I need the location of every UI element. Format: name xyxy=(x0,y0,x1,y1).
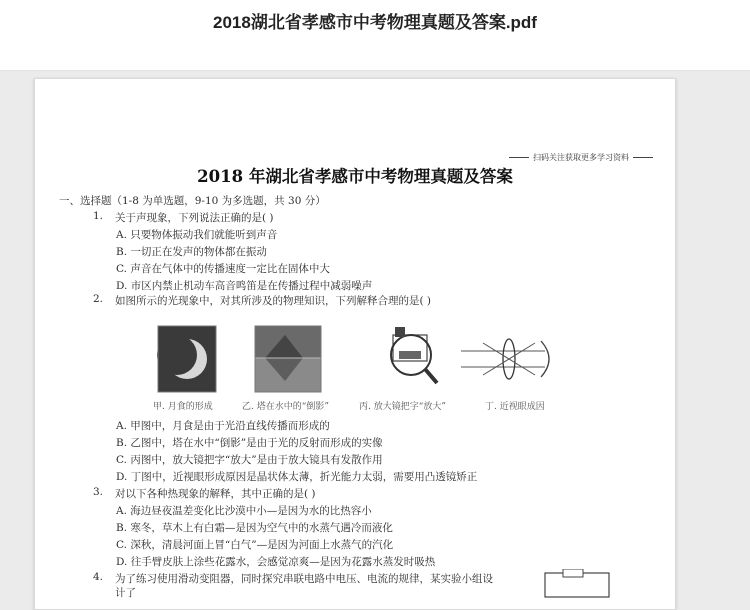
question-number: 2. xyxy=(93,293,104,305)
question-text: 为了练习使用滑动变阻器，同时探究串联电路中电压、电流的规律，某实验小组设 xyxy=(115,573,493,585)
question-number: 1. xyxy=(93,210,104,222)
eye-diagram xyxy=(461,339,549,379)
option-b: B. 一切正在发声的物体都在振动 xyxy=(116,246,267,258)
option-d: D. 丁图中，近视眼形成原因是晶状体太薄，折光能力太弱，需要用凸透镜矫正 xyxy=(116,471,478,483)
divider xyxy=(633,157,653,158)
figure-caption: 甲. 月食的形成 xyxy=(153,402,213,412)
circuit-diagram xyxy=(539,569,619,599)
page-heading: 2018 年湖北省孝感市中考物理真题及答案 xyxy=(197,167,513,186)
promo-banner xyxy=(505,152,657,163)
option-c: C. 丙图中，放大镜把字“放大”是由于放大镜具有发散作用 xyxy=(116,454,383,466)
reflection-image xyxy=(255,326,321,392)
question-text: 关于声现象，下列说法正确的是( ) xyxy=(115,212,274,224)
document-title: 2018湖北省孝感市中考物理真题及答案.pdf xyxy=(213,13,537,32)
eclipse-image xyxy=(157,326,216,392)
question-text-continued: 计了 xyxy=(115,587,136,599)
option-d: D. 市区内禁止机动车高音鸣笛是在传播过程中减弱噪声 xyxy=(116,280,373,292)
option-b: B. 寒冬，草木上有白霜—是因为空气中的水蒸气遇冷而液化 xyxy=(116,522,393,534)
question-number: 3. xyxy=(93,486,104,498)
option-a: A. 只要物体振动我们就能听到声音 xyxy=(116,229,278,241)
promo-text: 扫码关注获取更多学习资料 xyxy=(533,153,629,162)
question-text: 对以下各种热现象的解释，其中正确的是( ) xyxy=(115,488,316,500)
optics-figure xyxy=(153,321,573,399)
figure-caption: 丙. 放大镜把字“放大” xyxy=(359,402,446,412)
option-a: A. 甲图中，月食是由于光沿直线传播而形成的 xyxy=(116,420,330,432)
option-c: C. 声音在气体中的传播速度一定比在固体中大 xyxy=(116,263,330,275)
option-b: B. 乙图中，塔在水中“倒影”是由于光的反射而形成的实像 xyxy=(116,437,383,449)
pdf-page[interactable] xyxy=(34,78,676,610)
option-a: A. 海边昼夜温差变化比沙漠中小—是因为水的比热容小 xyxy=(116,505,372,517)
magnifier-image xyxy=(391,327,437,383)
question-text: 如图所示的光现象中，对其所涉及的物理知识，下列解释合理的是( ) xyxy=(115,295,432,307)
section-title: 一、选择题（1-8 为单选题，9-10 为多选题，共 30 分） xyxy=(59,195,326,207)
option-c: C. 深秋，清晨河面上冒“白气”—是因为河面上水蒸气的汽化 xyxy=(116,539,394,551)
divider xyxy=(509,157,529,158)
viewer-toolbar xyxy=(0,0,750,71)
figure-caption: 丁. 近视眼成因 xyxy=(485,402,545,412)
figure-caption: 乙. 塔在水中的“倒影” xyxy=(242,402,329,412)
question-number: 4. xyxy=(93,571,104,583)
option-d: D. 往手臂皮肤上涂些花露水，会感觉凉爽—是因为花露水蒸发时吸热 xyxy=(116,556,436,568)
